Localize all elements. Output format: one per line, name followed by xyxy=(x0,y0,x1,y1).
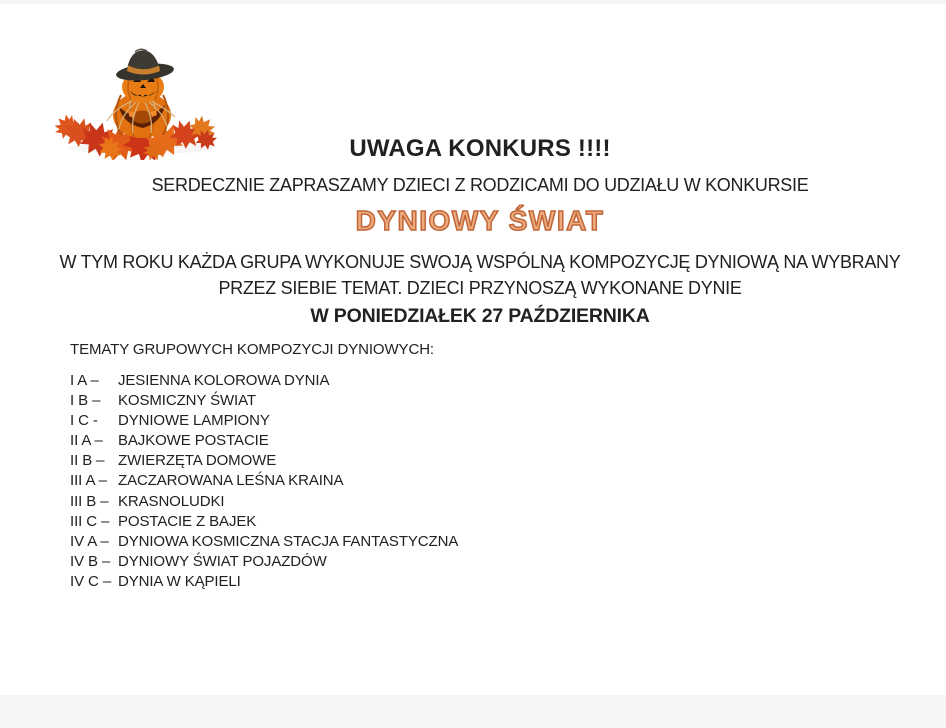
theme-item xyxy=(70,471,458,491)
theme-title: BAJKOWE POSTACIE xyxy=(118,432,269,450)
theme-item xyxy=(70,451,458,471)
theme-title: ZWIERZĘTA DOMOWE xyxy=(118,452,277,470)
contest-name: DYNIOWY ŚWIAT xyxy=(355,205,605,236)
group-label: IV A – xyxy=(70,532,109,550)
theme-item xyxy=(70,532,458,552)
theme-title: KRASNOLUDKI xyxy=(118,492,225,510)
theme-item xyxy=(70,492,458,512)
theme-item xyxy=(70,512,458,532)
theme-item xyxy=(70,572,458,592)
group-label: II A – xyxy=(70,432,103,450)
date-heading: W PONIEDZIAŁEK 27 PAŹDZIERNIKA xyxy=(310,305,650,327)
theme-title: DYNIOWY ŚWIAT POJAZDÓW xyxy=(118,552,327,570)
theme-title: JESIENNA KOLOROWA DYNIA xyxy=(118,372,330,389)
description-text xyxy=(7,249,946,301)
group-label: III C – xyxy=(70,512,110,530)
theme-title: POSTACIE Z BAJEK xyxy=(118,512,257,530)
witch-hat-icon xyxy=(115,49,174,83)
description-line-2: PRZEZ SIEBIE TEMAT. DZIECI PRZYNOSZĄ WYKONANE DYNIE xyxy=(218,278,742,298)
theme-item xyxy=(70,391,458,411)
theme-title: DYNIOWE LAMPIONY xyxy=(118,412,270,430)
description-line-1: W TYM ROKU KAŻDA GRUPA WYKONUJE SWOJĄ WSPÓLNĄ KOMPOZYCJĘ DYNIOWĄ NA WYBRANY xyxy=(59,252,901,272)
theme-title: KOSMICZNY ŚWIAT xyxy=(118,392,256,410)
group-label: IV C – xyxy=(70,572,112,590)
group-label: I A – xyxy=(70,372,99,389)
group-label: I B – xyxy=(70,392,101,410)
theme-item xyxy=(70,552,458,572)
top-strip xyxy=(0,0,946,4)
theme-item xyxy=(70,371,458,391)
invitation-line: SERDECZNIE ZAPRASZAMY DZIECI Z RODZICAMI DO UDZIAŁU W KONKURSIE xyxy=(151,175,809,195)
group-label: III A – xyxy=(70,472,107,490)
theme-item xyxy=(70,411,458,431)
themes-list xyxy=(70,371,458,592)
bottom-band xyxy=(0,695,946,728)
theme-title: DYNIOWA KOSMICZNA STACJA FANTASTYCZNA xyxy=(118,532,459,550)
theme-title: DYNIA W KĄPIELI xyxy=(118,572,241,590)
group-label: II B – xyxy=(70,452,105,470)
theme-title: ZACZAROWANA LEŚNA KRAINA xyxy=(118,472,344,490)
themes-heading: TEMATY GRUPOWYCH KOMPOZYCJI DYNIOWYCH: xyxy=(70,341,434,358)
poster-title: UWAGA KONKURS !!!! xyxy=(349,135,611,162)
theme-item xyxy=(70,431,458,451)
group-label: I C - xyxy=(70,412,98,430)
group-label: III B – xyxy=(70,492,109,510)
group-label: IV B – xyxy=(70,552,111,570)
